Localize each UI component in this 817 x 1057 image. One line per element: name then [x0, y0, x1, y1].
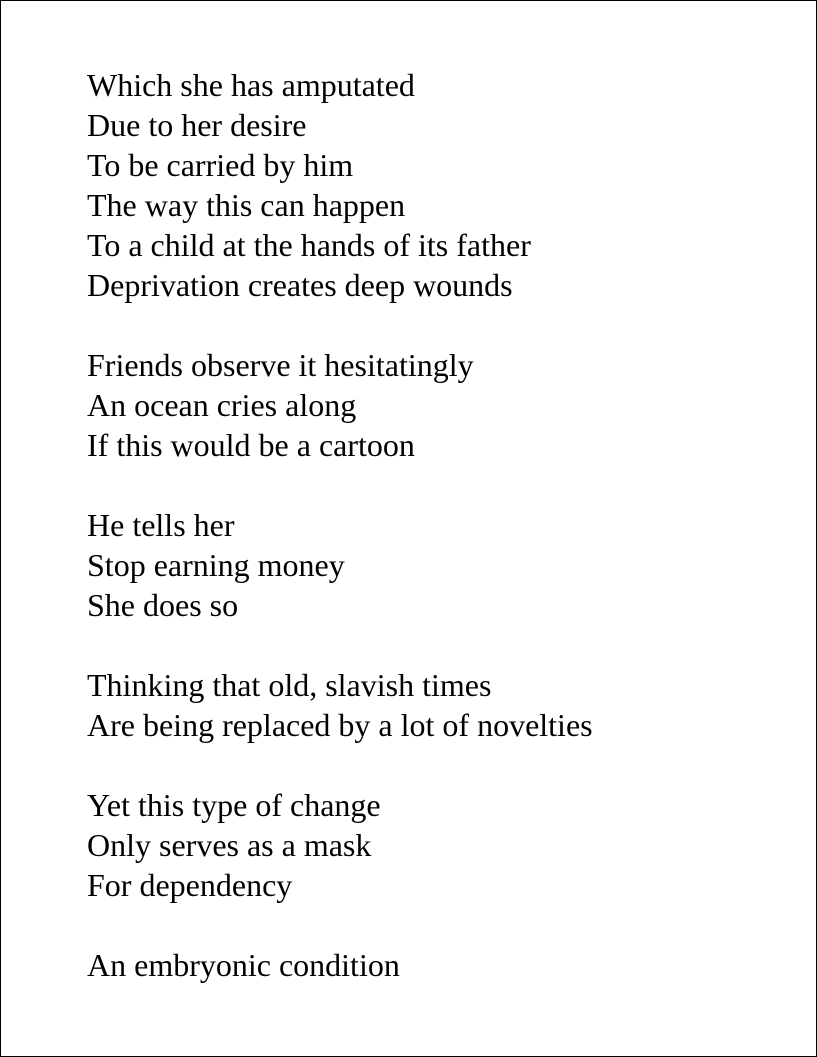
stanza-4 [87, 665, 593, 745]
stanza-2 [87, 345, 593, 465]
poem-line: Due to her desire [87, 107, 307, 143]
poem-line: The way this can happen [87, 187, 406, 223]
poem-line: Friends observe it hesitatingly [87, 347, 474, 383]
stanza-5 [87, 785, 593, 905]
poem-line: If this would be a cartoon [87, 427, 415, 463]
poem-line: She does so [87, 587, 239, 623]
poem-line: Thinking that old, slavish times [87, 667, 492, 703]
poem-line: Yet this type of change [87, 787, 381, 823]
poem-body [87, 65, 593, 1025]
stanza-3 [87, 505, 593, 625]
poem-line: For dependency [87, 867, 293, 903]
poem-line: To a child at the hands of its father [87, 227, 531, 263]
poem-line: To be carried by him [87, 147, 354, 183]
poem-line: Are being replaced by a lot of novelties [87, 707, 593, 743]
poem-line: Which she has amputated [87, 67, 415, 103]
stanza-6 [87, 945, 593, 985]
stanza-1 [87, 65, 593, 305]
poem-line: Stop earning money [87, 547, 345, 583]
poem-line: An ocean cries along [87, 387, 357, 423]
poem-line: Deprivation creates deep wounds [87, 267, 513, 303]
poem-line: Only serves as a mask [87, 827, 372, 863]
poem-line: He tells her [87, 507, 235, 543]
poem-line: An embryonic condition [87, 947, 400, 983]
